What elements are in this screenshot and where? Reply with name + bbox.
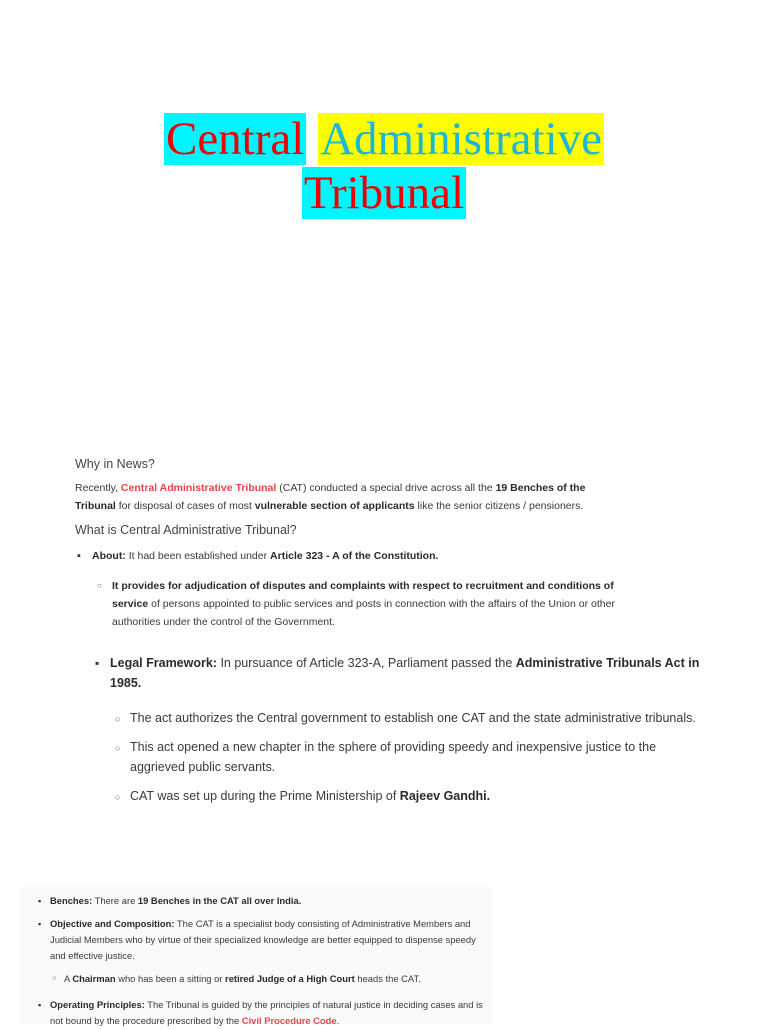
civil-procedure-code-link[interactable]: Civil Procedure Code (241, 1015, 337, 1026)
chairman-text: A (64, 973, 73, 984)
list-item-benches (38, 893, 492, 909)
chairman-bold: retired Judge of a High Court (225, 973, 355, 984)
news-text: for disposal of cases of most (115, 500, 255, 512)
news-paragraph (75, 479, 615, 515)
title-word-administrative: Administrative (320, 113, 603, 165)
chairman-text: heads the CAT. (354, 973, 421, 984)
news-bold: vulnerable section of applicants (254, 500, 415, 512)
what-is-cat-heading: What is Central Administrative Tribunal? (75, 523, 297, 537)
news-text: Recently, (75, 482, 121, 494)
about-label: About: (92, 550, 126, 562)
list-item-act-authorizes: ○ The act authorizes the Central government to establish one CAT and the state administrative tribunals. (95, 708, 705, 728)
legal-bold: Administrative Tribunals Act in 1985. (110, 656, 700, 690)
title-word-tribunal: Tribunal (303, 167, 465, 219)
legal-label: Legal Framework: (110, 656, 217, 670)
chairman-bold: Chairman (72, 973, 116, 984)
news-text: like the senior citizens / pensioners. (414, 500, 584, 512)
pm-text: CAT was set up during the Prime Ministership of (130, 789, 400, 803)
benches-list (38, 893, 492, 1029)
legal-framework-section (95, 653, 705, 806)
list-item-chairman (38, 971, 492, 987)
news-section (75, 455, 615, 631)
benches-label: Benches: (50, 895, 93, 906)
adjudication-text: of persons appointed to public services and posts in connection with the affairs of the Union or other authorities under the control of the Government. (112, 598, 615, 628)
list-item-new-chapter: ○ This act opened a new chapter in the sphere of providing speedy and inexpensive justice to the aggrieved public servants. (95, 737, 705, 777)
title-word-central: Central (165, 113, 305, 165)
news-text: (CAT) conducted a special drive across all the (276, 482, 496, 494)
page-title (0, 112, 768, 220)
benches-text: There are (92, 895, 138, 906)
benches-section (20, 887, 492, 1024)
pm-bold: Rajeev Gandhi. (399, 789, 491, 803)
list-item-objective (38, 916, 492, 964)
about-bold: Article 323 - A of the Constitution. (270, 550, 439, 562)
list-item-legal (95, 653, 705, 693)
objective-label: Objective and Composition: (50, 918, 175, 929)
legal-text: In pursuance of Article 323-A, Parliament passed the (216, 656, 516, 670)
about-text: It had been established under (125, 550, 271, 562)
news-link-cat[interactable]: Central Administrative Tribunal (120, 482, 277, 494)
list-item-adjudication (75, 577, 615, 631)
about-list (75, 547, 615, 631)
operating-label: Operating Principles: (50, 999, 145, 1010)
list-item-prime-minister (95, 786, 705, 806)
list-item-about (75, 547, 615, 565)
why-in-news-heading: Why in News? (75, 457, 155, 471)
operating-text: The Tribunal is guided by the principles of natural justice in deciding cases and is not bound by the procedure prescribed by the (50, 999, 483, 1026)
benches-bold: 19 Benches in the CAT all over India. (137, 895, 302, 906)
objective-text: The CAT is a specialist body consisting of Administrative Members and Judicial Members who by virtue of their specialized knowledge are better equipped to dispense speedy and effective justice. (50, 918, 476, 961)
legal-list (95, 653, 705, 806)
operating-text: . (336, 1015, 340, 1026)
chairman-text: who has been a sitting or (115, 973, 226, 984)
list-item-operating (38, 997, 492, 1029)
news-bold: 19 Benches of the Tribunal (75, 482, 586, 512)
adjudication-bold: It provides for adjudication of disputes and complaints with respect to recruitment and conditions of service (112, 580, 614, 610)
